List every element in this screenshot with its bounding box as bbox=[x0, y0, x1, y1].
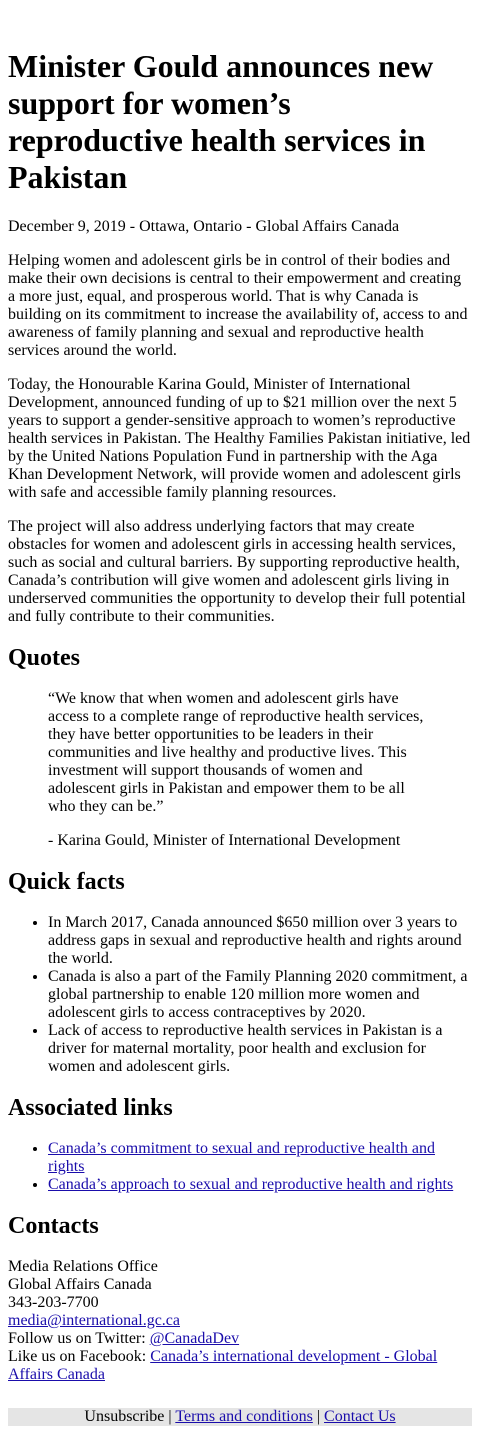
contact-email-link[interactable]: media@international.gc.ca bbox=[8, 1312, 180, 1329]
quick-fact-item: • In March 2017, Canada announced $650 million over 3 years to address gaps in sexual and reproductive health and rights around the world. bbox=[48, 914, 472, 968]
contact-phone: 343-203-7700 bbox=[8, 1294, 99, 1311]
associated-link-item bbox=[48, 1140, 472, 1176]
quote-text: “We know that when women and adolescent girls have access to a complete range of reproductive health services, they have better opportunities to be leaders in their communities and live healthy and productive lives. This investment will support thousands of women and adolescent girls in Pakistan and empower them to be all who they can be.” bbox=[48, 690, 424, 815]
facebook-link[interactable]: Canada’s international development - Global Affairs Canada bbox=[8, 1348, 438, 1383]
footer-terms-link[interactable]: Terms and conditions bbox=[175, 1408, 313, 1425]
contact-office: Media Relations Office bbox=[8, 1258, 158, 1275]
contact-twitter-line bbox=[8, 1330, 472, 1348]
quick-facts-list bbox=[8, 914, 472, 1076]
associated-links-heading: Associated links bbox=[8, 1095, 173, 1121]
link-commitment-srhr[interactable]: Canada’s commitment to sexual and reproductive health and rights bbox=[48, 1140, 435, 1175]
contact-email-line bbox=[8, 1312, 472, 1330]
contacts-heading: Contacts bbox=[8, 1213, 99, 1239]
facebook-label: Like us on Facebook: bbox=[8, 1348, 151, 1365]
twitter-link[interactable]: @CanadaDev bbox=[149, 1330, 240, 1347]
quote-attribution: - Karina Gould, Minister of International Development bbox=[48, 832, 401, 849]
footer-separator: | bbox=[164, 1408, 176, 1425]
footer-unsubscribe[interactable]: Unsubscribe bbox=[84, 1408, 165, 1425]
contact-facebook-line bbox=[8, 1348, 472, 1384]
quick-fact-item: • Canada is also a part of the Family Planning 2020 commitment, a global partnership to enable 120 million more women and adolescent girls to access contraceptives by 2020. bbox=[48, 968, 472, 1022]
contacts-block bbox=[8, 1258, 472, 1384]
article-paragraph-1: Helping women and adolescent girls be in control of their bodies and make their own decisions is central to their empowerment and creating a more just, equal, and prosperous world. That is why Canada is building on its commitment to increase the availability of, access to and awareness of family planning and sexual and reproductive health services around the world. bbox=[8, 252, 468, 359]
dateline: December 9, 2019 - Ottawa, Ontario - Global Affairs Canada bbox=[8, 218, 400, 235]
footer-separator: | bbox=[312, 1408, 325, 1425]
footer-contact-link[interactable]: Contact Us bbox=[324, 1408, 396, 1425]
article-paragraph-3: The project will also address underlying factors that may create obstacles for women and adolescent girls in accessing health services, such as social and cultural barriers. By supporting reproductive health, Canada’s contribution will give women and adolescent girls living in underserved communities the opportunity to develop their full potential and fully contribute to their communities. bbox=[8, 518, 466, 625]
footer-bar bbox=[8, 1408, 472, 1426]
associated-link-item bbox=[48, 1176, 472, 1194]
associated-links-list bbox=[8, 1140, 472, 1194]
quick-facts-heading: Quick facts bbox=[8, 869, 125, 895]
article-paragraph-2: Today, the Honourable Karina Gould, Minister of International Development, announced funding of up to $21 million over the next 5 years to support a gender-sensitive approach to women’s reproductive health services in Pakistan. The Healthy Families Pakistan initiative, led by the United Nations Population Fund in partnership with the Aga Khan Development Network, will provide women and adolescent girls with safe and accessible family planning resources. bbox=[8, 376, 471, 501]
contact-organization: Global Affairs Canada bbox=[8, 1276, 152, 1293]
article-title: Minister Gould announces new support for women’s reproductive health services in Pakistan bbox=[8, 48, 434, 195]
quick-fact-item: • Lack of access to reproductive health services in Pakistan is a driver for maternal mortality, poor health and exclusion for women and adolescent girls. bbox=[48, 1022, 472, 1076]
quote-block bbox=[48, 690, 428, 850]
link-approach-srhr[interactable]: Canada’s approach to sexual and reproductive health and rights bbox=[48, 1176, 454, 1193]
quotes-heading: Quotes bbox=[8, 645, 80, 671]
twitter-label: Follow us on Twitter: bbox=[8, 1330, 150, 1347]
